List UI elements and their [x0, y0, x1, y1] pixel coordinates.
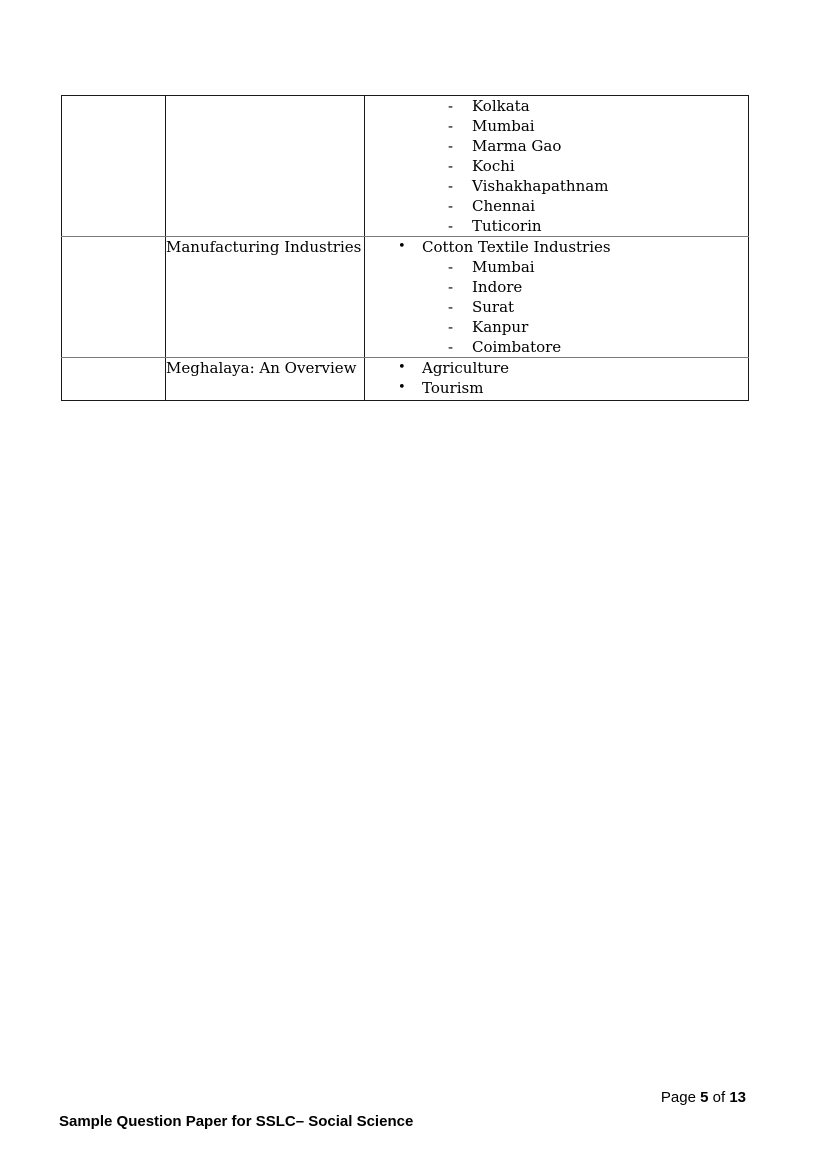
footer-document-title: Sample Question Paper for SSLC– Social Science [59, 1113, 414, 1130]
table-cell-blank [62, 358, 166, 401]
dash-marker-icon: - [448, 97, 454, 115]
dash-marker-icon: - [448, 298, 454, 316]
list-item-text: Chennai [472, 197, 536, 215]
bullet-marker-icon: • [398, 380, 406, 395]
list-item [365, 378, 748, 398]
syllabus-table [61, 95, 749, 401]
list-item-text: Kolkata [472, 97, 530, 115]
table-cell-topic: Manufacturing Industries [166, 237, 365, 358]
list-item-text: Surat [472, 298, 515, 316]
list-item-text: Mumbai [472, 258, 535, 276]
dash-marker-icon: - [448, 157, 454, 175]
list-item [365, 257, 748, 277]
dash-marker-icon: - [448, 177, 454, 195]
list-item [365, 176, 748, 196]
dash-marker-icon: - [448, 258, 454, 276]
dash-marker-icon: - [448, 338, 454, 356]
table-cell-topic [166, 96, 365, 237]
list-item [365, 136, 748, 156]
list-item [365, 317, 748, 337]
list-item [365, 277, 748, 297]
dash-marker-icon: - [448, 217, 454, 235]
list-item-text: Tuticorin [472, 217, 542, 235]
dash-marker-icon: - [448, 278, 454, 296]
list-item [365, 116, 748, 136]
bullet-marker-icon: • [398, 239, 406, 254]
list-item-text: Vishakhapathnam [472, 177, 609, 195]
list-item [365, 237, 748, 257]
list-item-text: Kochi [472, 157, 515, 175]
table-cell-blank [62, 96, 166, 237]
table-cell-topic: Meghalaya: An Overview [166, 358, 365, 401]
table-cell-blank [62, 237, 166, 358]
table-cell-content [365, 96, 749, 237]
list-item [365, 297, 748, 317]
table-cell-content [365, 358, 749, 401]
list-item-text: Marma Gao [472, 137, 562, 155]
table-row [62, 237, 749, 358]
dash-marker-icon: - [448, 197, 454, 215]
page-number [661, 1088, 746, 1108]
syllabus-table-body [62, 96, 749, 401]
list-item [365, 358, 748, 378]
page-number-of-label: of [712, 1089, 726, 1106]
table-cell-content [365, 237, 749, 358]
list-item [365, 156, 748, 176]
list-item-text: Cotton Textile Industries [422, 238, 611, 256]
page-number-total: 13 [729, 1089, 746, 1106]
dash-marker-icon: - [448, 318, 454, 336]
list-item-text: Mumbai [472, 117, 535, 135]
page-number-current: 5 [700, 1089, 709, 1106]
bullet-marker-icon: • [398, 360, 406, 375]
list-item-text: Agriculture [422, 359, 509, 377]
list-item-text: Coimbatore [472, 338, 562, 356]
dash-marker-icon: - [448, 117, 454, 135]
list-item-text: Indore [472, 278, 523, 296]
list-item [365, 216, 748, 236]
list-item-text: Kanpur [472, 318, 529, 336]
dash-marker-icon: - [448, 137, 454, 155]
table-row [62, 358, 749, 401]
list-item [365, 196, 748, 216]
list-item [365, 96, 748, 116]
list-item [365, 337, 748, 357]
list-item-text: Tourism [422, 379, 484, 397]
page-number-label: Page [660, 1089, 696, 1106]
table-row [62, 96, 749, 237]
